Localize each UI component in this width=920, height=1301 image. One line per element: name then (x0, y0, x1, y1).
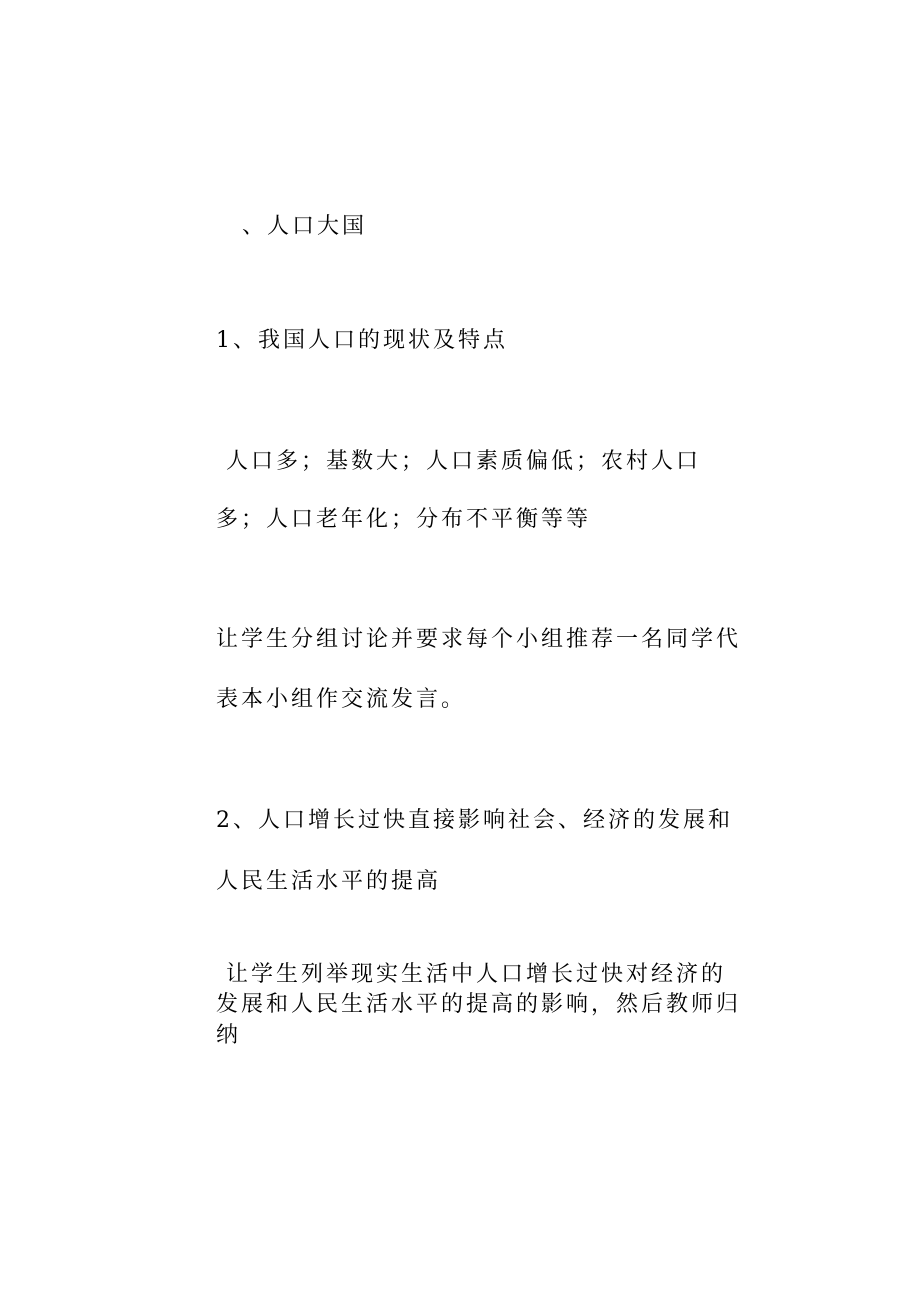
section2-title-line2: 人民生活水平的提高 (216, 869, 442, 894)
section1-features-line2: 多；人口老年化；分布不平衡等等 (216, 507, 592, 532)
section1-activity-line2: 表本小组作交流发言。 (216, 687, 467, 712)
section2-activity-line1: 让学生列举现实生活中人口增长过快对经济的 (226, 962, 727, 987)
section1-features-line1: 人口多；基数大；人口素质偏低；农村人口 (226, 449, 702, 474)
section2-activity-line3: 纳 (216, 1023, 242, 1048)
section2-title-line1: 2、人口增长过快直接影响社会、经济的发展和 (216, 808, 733, 833)
section-heading: 、人口大国 (242, 214, 368, 239)
section2-activity-line2: 发展和人民生活水平的提高的影响，然后教师归 (216, 992, 742, 1017)
section1-title: 1、我国人口的现状及特点 (216, 328, 508, 353)
section1-activity-line1: 让学生分组讨论并要求每个小组推荐一名同学代 (216, 627, 742, 652)
